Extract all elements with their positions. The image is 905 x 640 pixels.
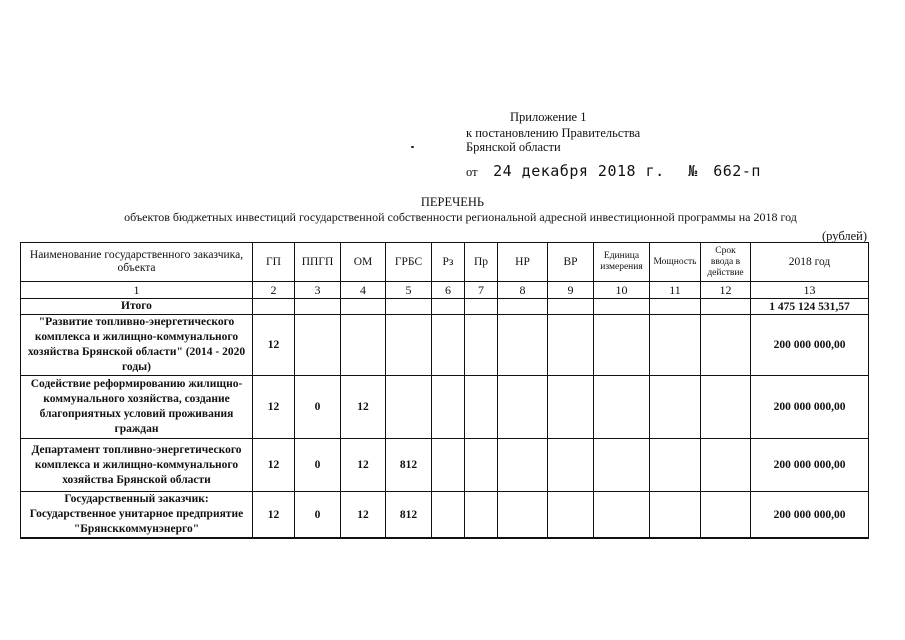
column-number: 4 bbox=[341, 282, 386, 299]
row-amount: 200 000 000,00 bbox=[751, 315, 869, 376]
header-capacity: Мощность bbox=[650, 243, 701, 282]
header-name: Наименование государственного заказчика, объекта bbox=[21, 243, 253, 282]
number-sign: № bbox=[688, 162, 698, 180]
header-grbs: ГРБС bbox=[386, 243, 432, 282]
header-gp: ГП bbox=[253, 243, 295, 282]
table-row bbox=[21, 315, 869, 376]
row-amount: 1 475 124 531,57 bbox=[751, 299, 869, 315]
row-amount: 200 000 000,00 bbox=[751, 439, 869, 492]
date-prefix: от bbox=[466, 165, 478, 179]
table-row bbox=[21, 376, 869, 439]
row-om: 12 bbox=[341, 376, 386, 439]
document-title: ПЕРЕЧЕНЬ bbox=[420, 195, 485, 209]
row-om bbox=[341, 315, 386, 376]
row-grbs: 812 bbox=[386, 439, 432, 492]
row-gp: 12 bbox=[253, 315, 295, 376]
column-number: 11 bbox=[650, 282, 701, 299]
appendix-resolution: к постановлению Правительства bbox=[466, 126, 641, 140]
table-row-total bbox=[21, 299, 869, 315]
column-number: 2 bbox=[253, 282, 295, 299]
column-number: 3 bbox=[295, 282, 341, 299]
row-amount: 200 000 000,00 bbox=[751, 492, 869, 539]
row-om: 12 bbox=[341, 492, 386, 539]
resolution-number: 662-п bbox=[713, 162, 761, 180]
row-ppgp: 0 bbox=[295, 439, 341, 492]
table-row bbox=[21, 492, 869, 539]
column-number: 13 bbox=[751, 282, 869, 299]
column-number: 9 bbox=[548, 282, 594, 299]
row-grbs bbox=[386, 315, 432, 376]
row-name: Содействие реформированию жилищно-коммунального хозяйства, создание благоприятных условий проживания граждан bbox=[21, 376, 253, 439]
row-grbs bbox=[386, 299, 432, 315]
investment-table bbox=[20, 242, 869, 539]
row-gp: 12 bbox=[253, 376, 295, 439]
column-number: 12 bbox=[701, 282, 751, 299]
header-commission-date: Срок ввода в действие bbox=[701, 243, 751, 282]
row-amount: 200 000 000,00 bbox=[751, 376, 869, 439]
row-gp bbox=[253, 299, 295, 315]
row-grbs: 812 bbox=[386, 492, 432, 539]
row-ppgp bbox=[295, 299, 341, 315]
row-om bbox=[341, 299, 386, 315]
row-ppgp bbox=[295, 315, 341, 376]
appendix-region: Брянской области bbox=[466, 140, 561, 154]
header-ppgp: ППГП bbox=[295, 243, 341, 282]
column-number: 7 bbox=[465, 282, 498, 299]
row-gp: 12 bbox=[253, 439, 295, 492]
row-grbs bbox=[386, 376, 432, 439]
units-label: (рублей) bbox=[822, 229, 868, 243]
row-om: 12 bbox=[341, 439, 386, 492]
resolution-date: 24 декабря 2018 г. bbox=[493, 162, 665, 180]
column-number: 8 bbox=[498, 282, 548, 299]
column-number: 10 bbox=[594, 282, 650, 299]
column-number-row bbox=[21, 282, 869, 299]
column-number: 5 bbox=[386, 282, 432, 299]
header-year-2018: 2018 год bbox=[751, 243, 869, 282]
header-rz: Рз bbox=[432, 243, 465, 282]
row-gp: 12 bbox=[253, 492, 295, 539]
header-vr: ВР bbox=[548, 243, 594, 282]
appendix-number: Приложение 1 bbox=[510, 110, 587, 124]
row-ppgp: 0 bbox=[295, 492, 341, 539]
resolution-date-line bbox=[466, 162, 761, 180]
header-om: ОМ bbox=[341, 243, 386, 282]
table-header-row bbox=[21, 243, 869, 282]
column-number: 1 bbox=[21, 282, 253, 299]
row-name: Департамент топливно-энергетического комплекса и жилищно-коммунального хозяйства Брянской области bbox=[21, 439, 253, 492]
header-unit: Единица измерения bbox=[594, 243, 650, 282]
row-ppgp: 0 bbox=[295, 376, 341, 439]
row-name: Государственный заказчик: Государственное унитарное предприятие "Брянсккоммунэнерго" bbox=[21, 492, 253, 539]
header-pr: Пр bbox=[465, 243, 498, 282]
scan-speck bbox=[411, 146, 414, 148]
header-nr: НР bbox=[498, 243, 548, 282]
table-row bbox=[21, 439, 869, 492]
row-name: Итого bbox=[21, 299, 253, 315]
document-subtitle: объектов бюджетных инвестиций государственной собственности региональной адресной инвестиционной программы на 2018 год bbox=[124, 210, 797, 224]
row-name: "Развитие топливно-энергетического комплекса и жилищно-коммунального хозяйства Брянской области" (2014 - 2020 годы) bbox=[21, 315, 253, 376]
column-number: 6 bbox=[432, 282, 465, 299]
